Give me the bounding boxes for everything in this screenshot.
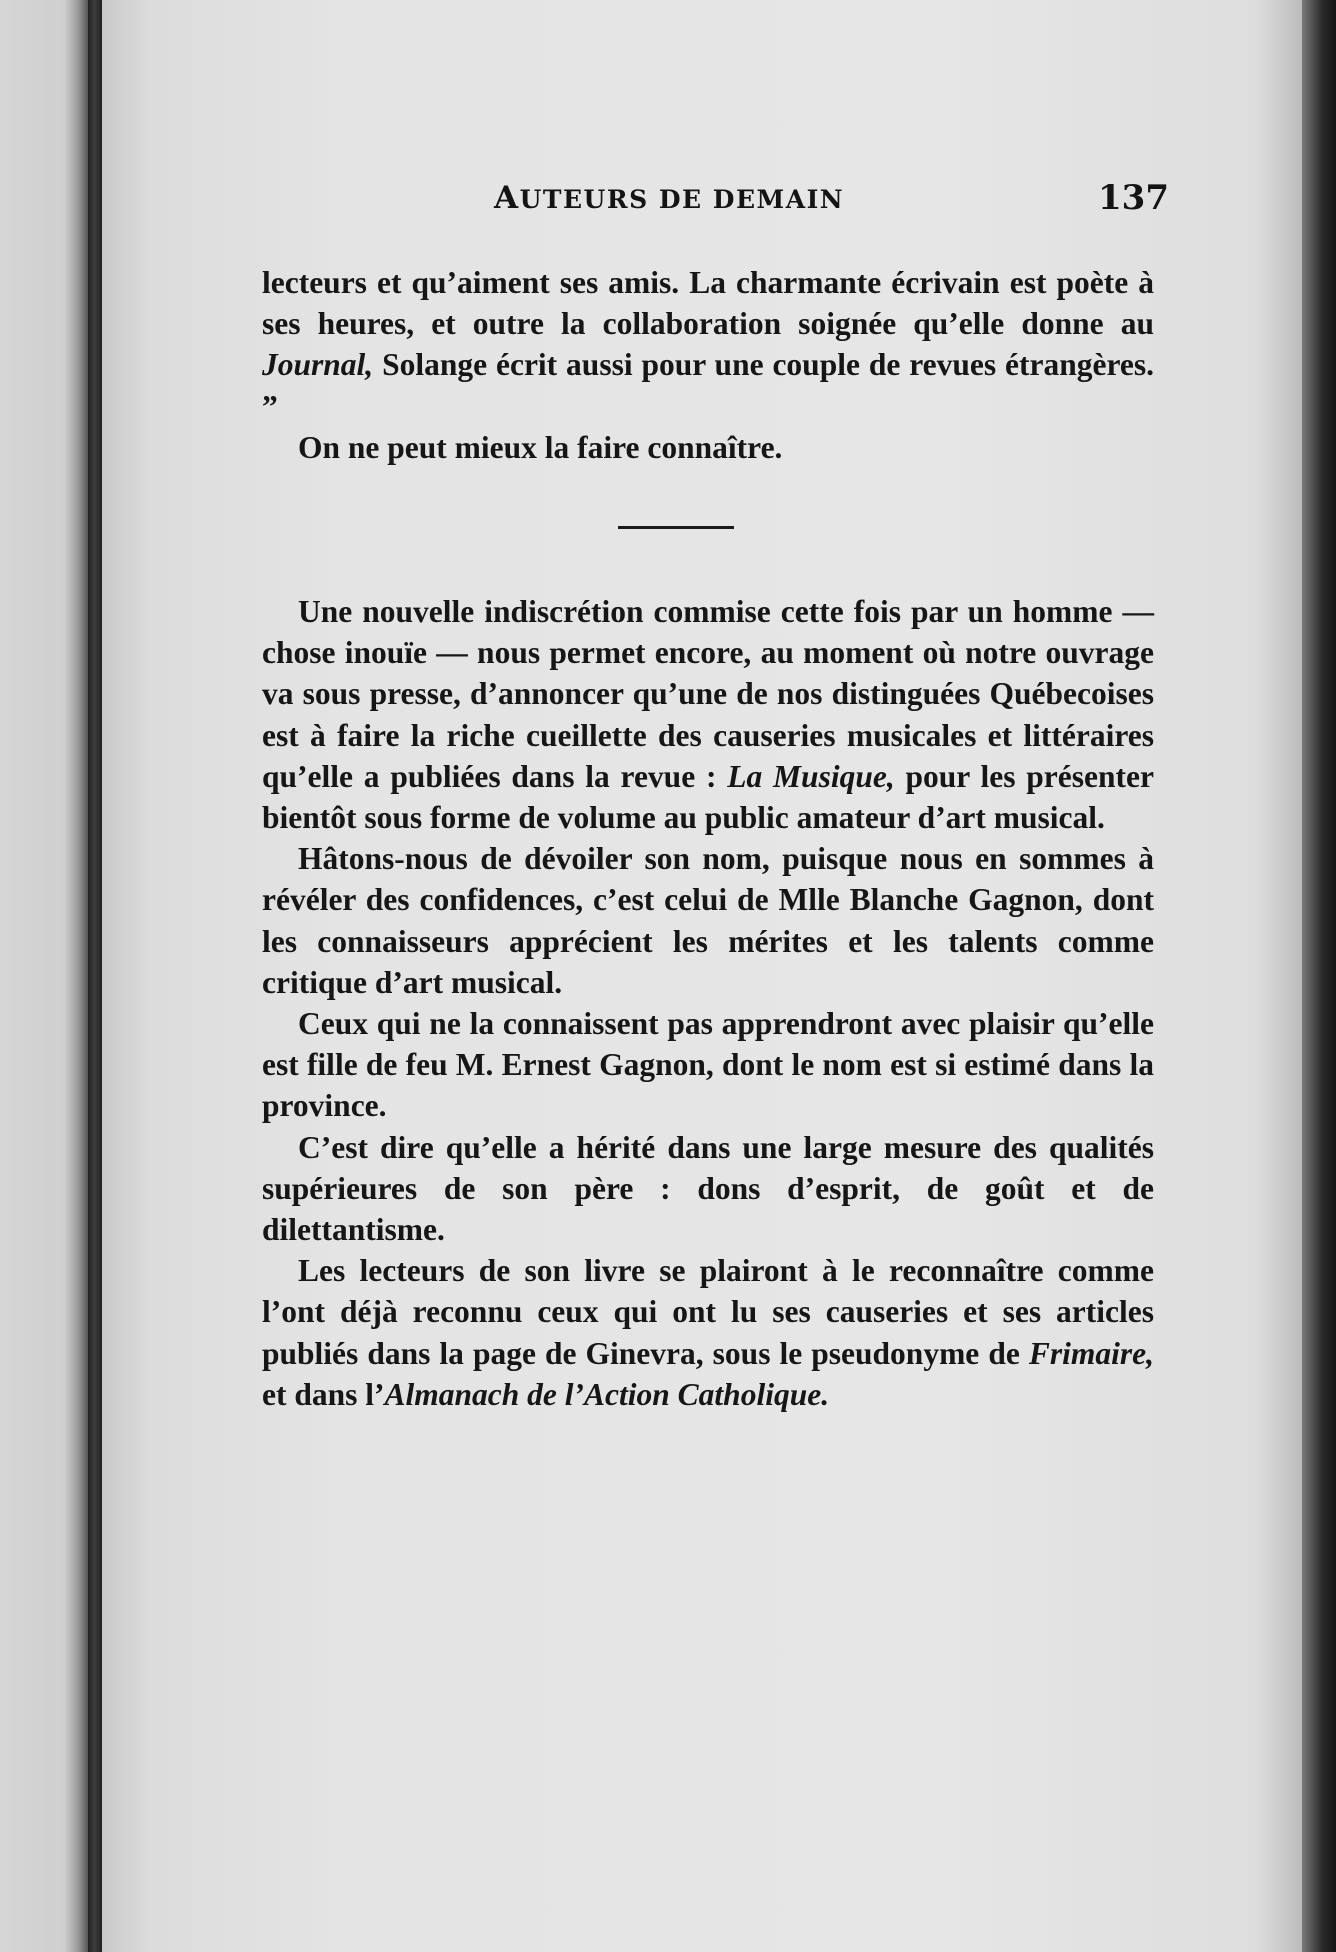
section-divider [618,526,734,529]
running-header: AUTEURS DE DEMAIN [494,180,845,216]
paragraph-5: Ceux qui ne la connaissent pas apprendront avec plaisir qu’elle est fille de feu M. Ernest Gagnon, dont le nom est si estimé dans la province. [262,1006,1154,1124]
page-number: 137 [1098,178,1169,218]
paragraph-6: C’est dire qu’elle a hérité dans une large mesure des qualités supérieures de son père : dons d’esprit, de goût et de dilettantisme. [262,1129,1154,1248]
la-musique-title: La Musique, [727,758,895,794]
page-body [262,262,1154,1415]
paragraph-1: lecteurs et qu’aiment ses amis. La charmante écrivain est poète à ses heures, et outre la collaboration soignée qu’elle donne au Journal, Solange écrit aussi pour une couple de revues étrangères. ” [262,265,1154,424]
paragraph-4: Hâtons-nous de dévoiler son nom, puisque nous en sommes à révéler des confidences, c’est celui de Mlle Blanche Gagnon, dont les connaisseurs apprécient les mérites et les talents comme critique d’art musical. [262,841,1154,1000]
paragraph-2: On ne peut mieux la faire connaître. [298,429,783,465]
page-right-edge [1302,0,1336,1952]
journal-title: Journal, [262,347,374,383]
facing-page-edge [0,0,92,1952]
paragraph-3: Une nouvelle indiscrétion commise cette fois par un homme — chose inouïe — nous permet encore, au moment où notre ouvrage va sous presse, d’annoncer qu’une de nos distinguées Québecoises est à faire la riche cueillette des causeries musicales et littéraires qu’elle a publiées dans la revue : La Musique, pour les présenter bientôt sous forme de volume au public amateur d’art musical. [262,594,1154,836]
almanach-title: Almanach de l’Action Catholique. [384,1376,830,1412]
paragraph-7: Les lecteurs de son livre se plairont à le reconnaître comme l’ont déjà reconnu ceux qui ont lu ses causeries et ses articles publiés dans la page de Ginevra, sous le pseudonyme de Frimaire, et dans l’Almanach de l’Action Catholique. [262,1253,1154,1412]
frimaire-pseudonym: Frimaire, [1028,1335,1154,1371]
